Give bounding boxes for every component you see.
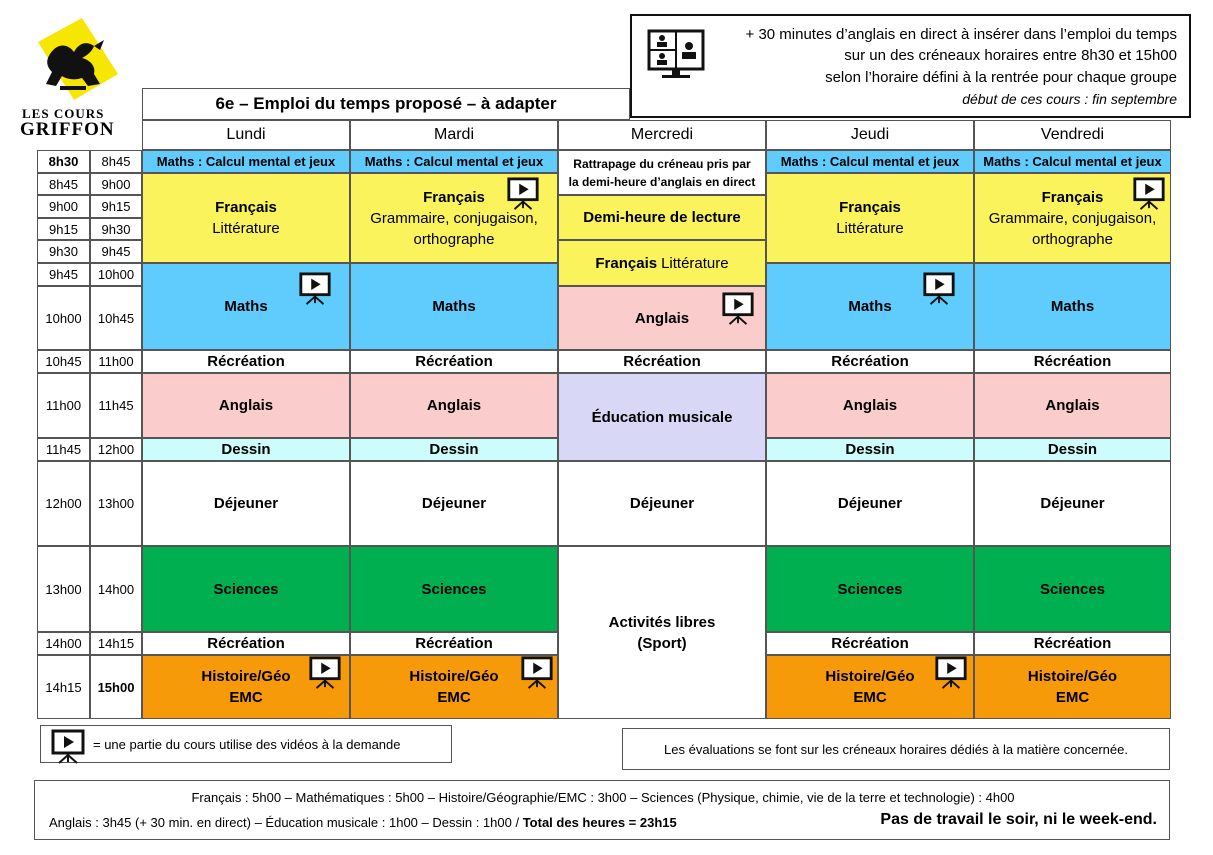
subject-label: Histoire/Géo	[409, 668, 499, 685]
video-icon	[1132, 177, 1166, 211]
lundi-maths: Maths	[142, 263, 350, 350]
time-end: 9h30	[90, 218, 142, 240]
jeudi-dessin: Dessin	[766, 438, 974, 461]
subject-label: Français	[1041, 188, 1104, 206]
mardi-dessin: Dessin	[350, 438, 558, 461]
video-icon	[520, 656, 554, 690]
lundi-recreation-2: Récréation	[142, 632, 350, 655]
video-icon	[922, 272, 956, 306]
time-end: 10h00	[90, 263, 142, 286]
vendredi-maths: Maths	[974, 263, 1171, 350]
jeudi-anglais: Anglais	[766, 373, 974, 438]
vendredi-anglais: Anglais	[974, 373, 1171, 438]
time-start: 9h30	[37, 240, 90, 263]
video-icon	[298, 272, 332, 306]
mercredi-anglais: Anglais	[558, 286, 766, 350]
subject-label: Histoire/Géo	[1027, 668, 1118, 685]
time-end: 9h45	[90, 240, 142, 263]
time-start: 10h00	[37, 286, 90, 350]
legend-text: = une partie du cours utilise des vidéos à la demande	[93, 736, 401, 752]
notice-line3: selon l’horaire défini à la rentrée pour chaque groupe	[825, 69, 1177, 86]
mercredi-rattrapage	[558, 150, 766, 195]
subject-label: Histoire/Géo	[201, 668, 291, 685]
hours-line2	[49, 815, 677, 830]
jeudi-recreation: Récréation	[766, 350, 974, 373]
mardi-calcul-mental: Maths : Calcul mental et jeux	[350, 150, 558, 173]
mercredi-activites	[558, 546, 766, 719]
subject-detail: Littérature	[661, 254, 729, 272]
time-start: 9h15	[37, 218, 90, 240]
time-start: 9h45	[37, 263, 90, 286]
time-end: 8h45	[90, 150, 142, 173]
mardi-recreation-2: Récréation	[350, 632, 558, 655]
time-end: 9h00	[90, 173, 142, 195]
lundi-anglais: Anglais	[142, 373, 350, 438]
time-start: 10h45	[37, 350, 90, 373]
vendredi-calcul-mental: Maths : Calcul mental et jeux	[974, 150, 1171, 173]
header-jeudi: Jeudi	[766, 120, 974, 150]
hours-line2-text: Anglais : 3h45 (+ 30 min. en direct) – Éducation musicale : 1h00 – Dessin : 1h00 /	[49, 815, 520, 830]
jeudi-calcul-mental: Maths : Calcul mental et jeux	[766, 150, 974, 173]
vendredi-dessin: Dessin	[974, 438, 1171, 461]
video-icon	[51, 729, 85, 765]
no-homework-note: Pas de travail le soir, ni le week-end.	[880, 811, 1157, 828]
hours-summary	[34, 780, 1170, 840]
lundi-recreation: Récréation	[142, 350, 350, 373]
time-start: 11h45	[37, 438, 90, 461]
time-start: 8h30	[37, 150, 90, 173]
vendredi-histoire	[974, 655, 1171, 719]
subject-detail: orthographe	[413, 230, 495, 248]
live-english-notice	[630, 14, 1191, 118]
mercredi-dejeuner: Déjeuner	[558, 461, 766, 546]
video-icon	[308, 656, 342, 690]
mercredi-lecture: Demi-heure de lecture	[558, 195, 766, 240]
video-icon	[934, 656, 968, 690]
vendredi-dejeuner: Déjeuner	[974, 461, 1171, 546]
time-end: 15h00	[90, 655, 142, 719]
notice-line4: début de ces cours : fin septembre	[962, 91, 1177, 107]
time-end: 12h00	[90, 438, 142, 461]
time-start: 9h00	[37, 195, 90, 218]
page-title: 6e – Emploi du temps proposé – à adapter	[142, 88, 630, 120]
time-end: 9h15	[90, 195, 142, 218]
subject-detail: Littérature	[836, 220, 904, 237]
griffon-logo	[20, 14, 125, 139]
time-end: 13h00	[90, 461, 142, 546]
header-mardi: Mardi	[350, 120, 558, 150]
time-start: 8h45	[37, 173, 90, 195]
video-legend	[40, 725, 452, 763]
mardi-anglais: Anglais	[350, 373, 558, 438]
time-start: 14h00	[37, 632, 90, 655]
time-start: 14h15	[37, 655, 90, 719]
time-end: 11h45	[90, 373, 142, 438]
time-end: 11h00	[90, 350, 142, 373]
jeudi-sciences: Sciences	[766, 546, 974, 632]
notice-line2: sur un des créneaux horaires entre 8h30 et 15h00	[844, 47, 1177, 64]
rattrapage-line1: Rattrapage du créneau pris par	[573, 156, 751, 171]
activites-line2: (Sport)	[637, 634, 687, 652]
time-end: 14h00	[90, 546, 142, 632]
logo-line1: LES COURS	[22, 106, 105, 121]
subject-detail: Grammaire, conjugaison,	[988, 209, 1157, 227]
jeudi-dejeuner: Déjeuner	[766, 461, 974, 546]
jeudi-francais	[766, 173, 974, 263]
subject-detail: EMC	[853, 689, 887, 706]
subject-label: Français	[839, 199, 901, 216]
header-vendredi: Vendredi	[974, 120, 1171, 150]
vendredi-recreation-2: Récréation	[974, 632, 1171, 655]
mercredi-francais	[558, 240, 766, 286]
logo-line2: GRIFFON	[20, 119, 115, 140]
vendredi-recreation: Récréation	[974, 350, 1171, 373]
lundi-dessin: Dessin	[142, 438, 350, 461]
time-end: 10h45	[90, 286, 142, 350]
mardi-dejeuner: Déjeuner	[350, 461, 558, 546]
lundi-francais	[142, 173, 350, 263]
total-hours: Total des heures = 23h15	[522, 815, 677, 830]
subject-label: Français	[423, 188, 485, 206]
subject-label: Histoire/Géo	[825, 668, 915, 685]
activites-line1: Activités libres	[608, 613, 716, 631]
subject-label: Français	[215, 199, 277, 216]
lundi-sciences: Sciences	[142, 546, 350, 632]
subject-detail: EMC	[437, 689, 471, 706]
jeudi-recreation-2: Récréation	[766, 632, 974, 655]
subject-detail: Littérature	[212, 220, 280, 237]
header-lundi: Lundi	[142, 120, 350, 150]
time-start: 11h00	[37, 373, 90, 438]
video-conference-icon	[646, 28, 706, 82]
mardi-recreation: Récréation	[350, 350, 558, 373]
griffon-emblem-icon	[20, 14, 125, 114]
evaluations-note: Les évaluations se font sur les créneaux horaires dédiés à la matière concernée.	[622, 728, 1170, 770]
jeudi-maths: Maths	[766, 263, 974, 350]
video-icon	[506, 177, 540, 211]
notice-line1: + 30 minutes d’anglais en direct à insérer dans l’emploi du temps	[745, 26, 1177, 43]
header-mercredi: Mercredi	[558, 120, 766, 150]
subject-label: Français	[595, 254, 658, 272]
hours-line1: Français : 5h00 – Mathématiques : 5h00 – Histoire/Géographie/EMC : 3h00 – Sciences (Physique, chimie, vie de la terre et technologie) : 4h00	[191, 790, 1015, 805]
subject-detail: EMC	[229, 689, 263, 706]
mardi-sciences: Sciences	[350, 546, 558, 632]
time-start: 13h00	[37, 546, 90, 632]
video-icon	[721, 292, 755, 326]
subject-detail: orthographe	[1032, 230, 1113, 248]
subject-detail: EMC	[1055, 689, 1090, 706]
vendredi-sciences: Sciences	[974, 546, 1171, 632]
mercredi-education-musicale: Éducation musicale	[558, 373, 766, 461]
time-end: 14h15	[90, 632, 142, 655]
mardi-maths: Maths	[350, 263, 558, 350]
lundi-calcul-mental: Maths : Calcul mental et jeux	[142, 150, 350, 173]
mercredi-recreation: Récréation	[558, 350, 766, 373]
time-start: 12h00	[37, 461, 90, 546]
lundi-dejeuner: Déjeuner	[142, 461, 350, 546]
subject-detail: Grammaire, conjugaison,	[370, 209, 538, 227]
rattrapage-line2: la demi-heure d’anglais en direct	[568, 174, 756, 189]
